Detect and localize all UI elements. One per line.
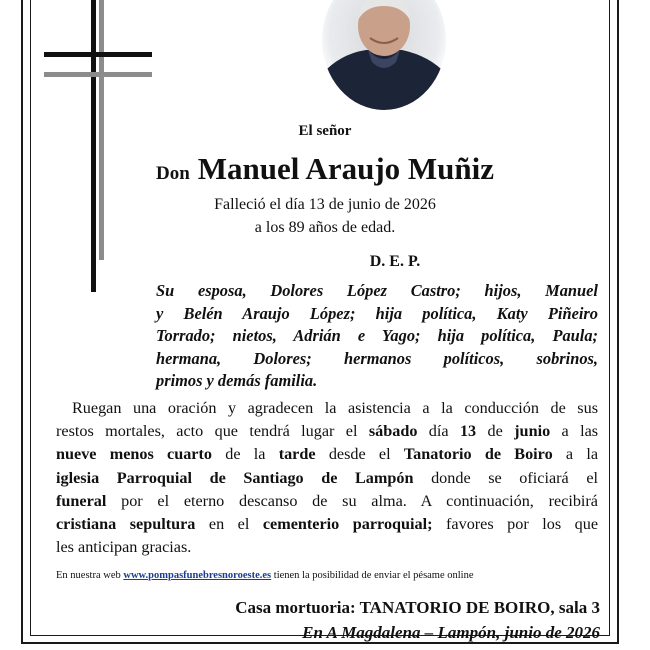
ceremony-details [56,397,598,559]
body-line: nueve menos cuarto de la tarde desde el Tanatorio de Boiro a la [56,445,599,464]
family-line: y Belén Araujo López; hija política, Katy Piñeiro [156,303,598,323]
website-link[interactable]: www.pompasfunebresnoroeste.es [123,570,272,581]
web-prefix: En nuestra web [56,570,121,581]
family-line: Su esposa, Dolores López Castro; hijos, Manuel [156,281,598,300]
death-date: Falleció el día 13 de junio de 2026 [214,196,436,213]
intro-text: El señor [298,123,352,139]
dep-text: D. E. P. [369,253,421,270]
family-line: hermana, Dolores; hermanos políticos, sobrinos, [156,348,598,368]
body-line: les anticipan gracias. [56,538,192,557]
family-list [156,280,598,393]
web-condolence-note [56,570,474,581]
body-line: Ruegan una oración y agradecen la asistencia a la conducción de sus [72,399,598,417]
body-line: restos mortales, acto que tendrá lugar el sábado día 13 de junio a las [56,422,599,441]
full-name: Manuel Araujo Muñiz [197,151,495,186]
body-line: cristiana sepultura en el cementerio parroquial; favores por los que [56,514,599,533]
honorific: Don [155,163,190,184]
family-line: primos y demás familia. [156,371,318,391]
family-line: Torrado; nietos, Adrián e Yago; hija política, Paula; [156,326,598,346]
body-line: funeral por el eterno descanso de su alma. A continuación, recibirá [56,491,598,510]
deceased-name [0,151,650,187]
place-date: En A Magdalena – Lampón, junio de 2026 [302,623,600,642]
funeral-home: Casa mortuoria: TANATORIO DE BOIRO, sala 3 [235,598,600,617]
web-suffix: tienen la posibilidad de enviar el pésame online [273,570,474,581]
age-at-death: a los 89 años de edad. [254,219,396,236]
body-line: iglesia Parroquial de Santiago de Lampón donde se oficiará el [56,468,598,487]
